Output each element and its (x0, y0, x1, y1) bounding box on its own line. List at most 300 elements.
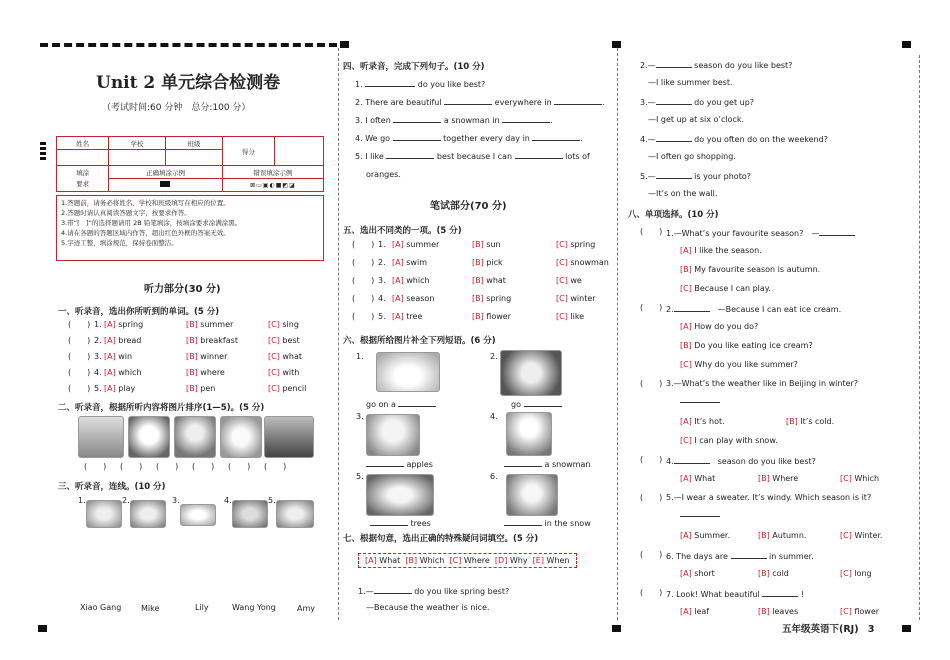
option-b[interactable] (758, 569, 789, 579)
answer-bracket[interactable]: ( ) (68, 368, 91, 377)
answer-blank[interactable] (674, 455, 710, 464)
q4-sentence-4 (355, 132, 583, 144)
item-number: 5. (378, 312, 386, 321)
option-text: long (851, 569, 872, 578)
option-letter: [A] (680, 474, 692, 483)
option-a[interactable] (392, 312, 422, 322)
option-c[interactable] (556, 258, 609, 268)
answer-bracket[interactable]: ( ) (68, 336, 91, 345)
option-b[interactable] (472, 258, 503, 268)
answer-blank[interactable] (532, 132, 580, 141)
letter-e: [E] (532, 556, 544, 565)
written-section-title: 笔试部分(70 分) (430, 201, 507, 212)
listening-section-title: 听力部分(30 分) (144, 284, 221, 295)
q8-stem-text (666, 227, 855, 239)
option-letter: [A] (680, 531, 692, 540)
corner-mark (902, 625, 911, 632)
q7-num: 3.— (640, 98, 656, 107)
option-c[interactable] (840, 569, 872, 579)
option-letter: [C] (268, 352, 280, 361)
option-letter: [A] (680, 417, 692, 426)
q8-stem-text (666, 493, 871, 503)
answer-blank[interactable] (398, 398, 436, 407)
corner-mark (38, 625, 47, 632)
option-a[interactable] (104, 320, 143, 330)
option-b[interactable] (680, 265, 820, 275)
answer-blank[interactable] (370, 517, 408, 526)
correct-fill-label: 正确填涂示例 (109, 166, 223, 179)
option-c[interactable] (268, 320, 299, 330)
answer-bracket[interactable]: ( ) (352, 258, 375, 267)
answer-blank[interactable] (444, 96, 492, 105)
q7-num: 5.— (640, 172, 656, 181)
correct-fill-sample (109, 179, 223, 192)
option-text: what (483, 276, 506, 285)
q7-num: 1.— (358, 587, 374, 596)
option-b[interactable] (758, 607, 798, 617)
item-number: 4. (666, 457, 674, 466)
page-number: 3 (867, 624, 875, 635)
q7-opt: [C] Where (449, 556, 490, 565)
answer-blank[interactable] (656, 59, 692, 68)
answer-bracket[interactable]: ( ) (68, 320, 91, 329)
class-field[interactable] (165, 150, 222, 166)
q7-text: season do you like best? (691, 61, 793, 70)
column-divider (617, 48, 618, 620)
stem-text: The days are (673, 552, 731, 561)
option-letter: [C] (680, 284, 692, 293)
option-a[interactable] (104, 384, 135, 394)
option-b[interactable] (186, 352, 227, 362)
option-letter: [C] (840, 607, 852, 616)
rule-line: 1.答题前，请务必将姓名、学校和班级填写在相应的位置。 (61, 199, 230, 207)
side-mark (40, 142, 46, 160)
stem-text: in summer. (766, 552, 814, 561)
q7-sentence (640, 170, 751, 182)
option-b[interactable] (186, 384, 215, 394)
option-text: I can play with snow. (691, 436, 778, 445)
answer-blank[interactable] (504, 517, 542, 526)
option-text: It’s hot. (691, 417, 725, 426)
q6-picture-6 (506, 474, 558, 516)
q3-picture-5 (276, 500, 314, 528)
option-c[interactable] (556, 294, 596, 304)
answer-bracket[interactable]: ( ) (640, 455, 663, 464)
option-text: short (691, 569, 715, 578)
option-b[interactable] (758, 531, 806, 541)
option-a[interactable] (680, 417, 725, 427)
school-field[interactable] (109, 150, 166, 166)
answer-blank[interactable] (554, 96, 602, 105)
item-number: 3. (378, 276, 386, 285)
item-number: 3. (94, 352, 102, 361)
option-text: winner (197, 352, 228, 361)
option-text: we (567, 276, 582, 285)
q7-num: 2.— (640, 61, 656, 70)
item-number: 5. (94, 384, 102, 393)
option-c[interactable] (840, 531, 883, 541)
answer-bracket[interactable]: ( ) (640, 493, 663, 502)
q8-stem-text (666, 550, 814, 562)
option-a[interactable] (680, 246, 762, 256)
q2-bracket[interactable]: ( ) (84, 462, 107, 471)
item-number: 7. (666, 590, 674, 599)
option-text: spring (567, 240, 596, 249)
answer-bracket[interactable]: ( ) (352, 294, 375, 303)
option-letter: [C] (268, 320, 280, 329)
option-text: breakfast (197, 336, 238, 345)
option-a[interactable] (680, 607, 709, 617)
answer-bracket[interactable]: ( ) (68, 352, 91, 361)
option-a[interactable] (392, 276, 430, 286)
q6-phrase-5 (370, 517, 431, 529)
option-b[interactable] (472, 294, 511, 304)
option-letter: [B] (186, 368, 198, 377)
q2-title: 二、听录音，根据所听内容将图片排序(1—5)。(5 分) (58, 403, 265, 413)
option-text: My favourite season is autumn. (691, 265, 821, 274)
option-letter: [A] (104, 352, 116, 361)
column-divider (338, 48, 339, 620)
option-a[interactable] (392, 240, 439, 250)
q6-text: go (511, 400, 521, 409)
option-b[interactable] (472, 240, 501, 250)
q4-text: We go (365, 134, 391, 143)
option-letter: [B] (472, 258, 484, 267)
option-letter: [A] (680, 607, 692, 616)
q4-text: I often (365, 116, 391, 125)
option-text: swim (403, 258, 427, 267)
answer-blank[interactable] (502, 114, 550, 123)
answer-blank[interactable] (365, 78, 415, 87)
q3-num: 2. (122, 496, 130, 505)
answer-blank[interactable] (366, 458, 404, 467)
option-letter: [A] (680, 246, 692, 255)
stem-text: —What’s your favourite season? — (673, 229, 820, 238)
rule-line: 3.带“[ ]”的选择题请用 2B 铅笔填涂，按填涂要求涂满涂黑。 (61, 219, 242, 228)
q2-picture-5 (264, 416, 314, 458)
answer-blank[interactable] (393, 114, 441, 123)
right-edge-dash (919, 55, 920, 620)
letter-a: [A] (365, 556, 377, 565)
stem-text: ! (798, 590, 804, 599)
letter-c: [C] (449, 556, 462, 565)
q6-picture-2 (500, 350, 562, 396)
option-letter: [B] (186, 352, 198, 361)
stem-text: —What’s the weather like in Beijing in winter? (673, 379, 859, 388)
option-letter: [B] (758, 474, 770, 483)
option-text: It’s cold. (797, 417, 835, 426)
name-label: 姓名 (57, 137, 109, 150)
q7-opt: [D] Why (494, 556, 528, 565)
q4-text: There are beautiful (365, 98, 442, 107)
corner-mark (902, 41, 911, 48)
answer-blank[interactable] (656, 96, 692, 105)
option-c[interactable] (268, 368, 299, 378)
q6-num: 4. (490, 412, 498, 421)
q6-picture-3 (366, 414, 420, 456)
option-text: which (115, 368, 142, 377)
option-a[interactable] (392, 258, 427, 268)
option-letter: [B] (472, 240, 484, 249)
option-a[interactable] (104, 368, 142, 378)
q6-picture-1 (376, 352, 440, 392)
answer-bracket[interactable]: ( ) (352, 312, 375, 321)
q8-stem-text (666, 455, 816, 467)
answer-bracket[interactable]: ( ) (640, 227, 663, 236)
option-letter: [C] (556, 294, 568, 303)
option-b[interactable] (472, 312, 511, 322)
answer-bracket[interactable]: ( ) (640, 303, 663, 312)
option-letter: [A] (392, 258, 404, 267)
item-number: 4. (94, 368, 102, 377)
q2-picture-1 (78, 416, 124, 458)
option-c[interactable] (268, 336, 300, 346)
q6-num: 3. (356, 412, 364, 421)
q5-title: 五、选出不同类的一项。(5 分) (343, 226, 462, 236)
q3-num: 1. (78, 496, 86, 505)
answer-bracket[interactable]: ( ) (640, 588, 663, 597)
q4-sentence-5 (355, 150, 590, 162)
q6-num: 5. (356, 472, 364, 481)
q4-text: I like (365, 152, 384, 161)
option-c[interactable] (268, 352, 302, 362)
q6-phrase-1 (366, 398, 436, 410)
q7-word-box (358, 553, 577, 568)
q3-picture-1 (86, 500, 122, 528)
option-letter: [A] (392, 276, 404, 285)
option-text: which (403, 276, 430, 285)
option-c[interactable] (556, 276, 582, 286)
q2-bracket[interactable]: ( ) (264, 462, 287, 471)
q7-title: 七、根据句意，选出正确的特殊疑问词填空。(5 分) (343, 534, 539, 544)
option-b[interactable] (680, 341, 813, 351)
q4-num: 2. (355, 98, 363, 107)
option-b[interactable] (186, 336, 238, 346)
q4-text: . (550, 116, 553, 125)
q7-opt: [A] What (365, 556, 401, 565)
option-letter: [B] (472, 294, 484, 303)
answer-bracket[interactable]: ( ) (68, 384, 91, 393)
q7-answer: —I get up at six o’clock. (648, 115, 745, 124)
option-b[interactable] (472, 276, 506, 286)
option-text: What (691, 474, 716, 483)
option-text: summer (403, 240, 440, 249)
q4-sentence-1 (355, 78, 485, 90)
q7-text: is your photo? (691, 172, 751, 181)
option-a[interactable] (680, 531, 730, 541)
q7-answer: —I like summer best. (648, 78, 733, 87)
option-c[interactable] (680, 284, 771, 294)
option-text: I like the season. (691, 246, 762, 255)
q3-name: Xiao Gang (80, 603, 122, 612)
answer-bracket[interactable]: ( ) (352, 240, 375, 249)
answer-blank[interactable] (731, 550, 767, 559)
option-letter: [B] (472, 276, 484, 285)
q4-title: 四、听录音，完成下列句子。(10 分) (343, 62, 485, 72)
option-letter: [B] (680, 341, 692, 350)
item-number: 5. (666, 493, 674, 502)
option-text: Why do you like summer? (691, 360, 798, 369)
q3-name: Mike (141, 604, 160, 613)
fill-label-1: 填涂 (76, 169, 90, 178)
footer (782, 621, 874, 635)
option-text: sun (483, 240, 501, 249)
q7-sentence-1 (358, 585, 509, 597)
option-text: spring (115, 320, 144, 329)
option-letter: [C] (268, 368, 280, 377)
option-text: tree (403, 312, 423, 321)
option-c[interactable] (680, 436, 778, 446)
item-number: 3. (666, 379, 674, 388)
option-c[interactable] (680, 360, 798, 370)
q6-text: a snowman (544, 460, 591, 469)
option-text: spring (483, 294, 512, 303)
answer-blank[interactable] (504, 458, 542, 467)
fill-label (57, 166, 109, 192)
stem-text: season do you like best? (709, 457, 816, 466)
q2-picture-2 (128, 416, 170, 458)
q2-bracket[interactable]: ( ) (228, 462, 251, 471)
answer-blank[interactable] (656, 170, 692, 179)
page-title: Unit 2 单元综合检测卷 (96, 73, 281, 93)
option-text: leaf (691, 607, 710, 616)
name-field[interactable] (57, 150, 109, 166)
q8-title: 八、单项选择。(10 分) (628, 210, 719, 220)
q3-picture-2 (130, 500, 166, 528)
option-letter: [B] (186, 384, 198, 393)
q4-sentence-2 (355, 96, 605, 108)
q4-text: . (580, 134, 583, 143)
q4-num: 5. (355, 152, 363, 161)
score-cell[interactable] (275, 137, 324, 166)
option-letter: [B] (472, 312, 484, 321)
q7-answer: —I often go shopping. (648, 152, 736, 161)
corner-mark (612, 625, 621, 632)
option-text: like (567, 312, 585, 321)
q2-bracket[interactable]: ( ) (120, 462, 143, 471)
q7-answer-1: —Because the weather is nice. (366, 603, 490, 612)
option-text: what (279, 352, 303, 361)
item-number: 1. (666, 229, 674, 238)
q4-text: together every day in (443, 134, 530, 143)
option-text: Winter. (851, 531, 883, 540)
q8-stem-text (666, 379, 858, 389)
answer-blank[interactable] (680, 394, 720, 403)
option-a[interactable] (392, 294, 434, 304)
q8-stem-text (666, 588, 804, 600)
class-label: 班级 (165, 137, 222, 150)
answer-blank[interactable] (819, 227, 855, 236)
item-number: 2. (666, 305, 674, 314)
option-text: flower (483, 312, 511, 321)
option-letter: [A] (392, 294, 404, 303)
item-number: 2. (94, 336, 102, 345)
option-letter: [C] (268, 336, 280, 345)
option-letter: [A] (104, 336, 116, 345)
q6-text: in the snow (544, 519, 591, 528)
option-text: summer (197, 320, 234, 329)
option-letter: [C] (556, 276, 568, 285)
option-text: snowman (567, 258, 609, 267)
answer-blank[interactable] (674, 303, 710, 312)
option-text: pencil (279, 384, 307, 393)
answer-bracket[interactable]: ( ) (352, 276, 375, 285)
answer-blank[interactable] (524, 398, 562, 407)
option-a[interactable] (680, 474, 715, 484)
option-a[interactable] (680, 322, 758, 332)
answer-blank[interactable] (762, 588, 798, 597)
q3-num: 5. (268, 496, 276, 505)
q7-text: do you often do on the weekend? (691, 135, 828, 144)
option-letter: [A] (104, 384, 116, 393)
option-c[interactable] (840, 474, 879, 484)
stem-text: —Because I can eat ice cream. (709, 305, 842, 314)
option-letter: [B] (786, 417, 798, 426)
option-text: where (197, 368, 225, 377)
q2-bracket[interactable]: ( ) (192, 462, 215, 471)
stem-text: —I wear a sweater. It’s windy. Which season is it? (673, 493, 872, 502)
option-a[interactable] (680, 569, 715, 579)
option-letter: [B] (680, 265, 692, 274)
letter-b: [B] (405, 556, 418, 565)
option-letter: [A] (392, 312, 404, 321)
answer-bracket[interactable]: ( ) (640, 379, 663, 388)
option-b[interactable] (186, 320, 233, 330)
q4-text: do you like best? (417, 80, 486, 89)
option-text: with (279, 368, 300, 377)
q1-title: 一、听录音，选出你所听到的单词。(5 分) (58, 307, 220, 317)
q3-title: 三、听录音，连线。(10 分) (58, 482, 166, 492)
option-c[interactable] (556, 312, 584, 322)
q7-sentence (640, 133, 828, 145)
option-a[interactable] (104, 336, 141, 346)
option-letter: [B] (186, 336, 198, 345)
answer-blank[interactable] (680, 508, 720, 517)
answer-blank[interactable] (386, 150, 434, 159)
option-c[interactable] (840, 607, 879, 617)
corner-mark (612, 41, 621, 48)
option-b[interactable] (186, 368, 225, 378)
option-b[interactable] (786, 417, 834, 427)
option-letter: [B] (758, 531, 770, 540)
answer-blank[interactable] (393, 132, 441, 141)
answer-bracket[interactable]: ( ) (640, 550, 663, 559)
score-label: 得分 (222, 137, 274, 166)
option-letter: [B] (758, 607, 770, 616)
letter-d: [D] (494, 556, 508, 565)
q3-picture-4 (232, 500, 268, 528)
option-a[interactable] (104, 352, 132, 362)
option-text: Which (851, 474, 880, 483)
q6-phrase-4 (504, 458, 590, 470)
option-c[interactable] (268, 384, 306, 394)
q2-bracket[interactable]: ( ) (156, 462, 179, 471)
q6-text: trees (410, 519, 431, 528)
option-c[interactable] (556, 240, 595, 250)
option-text: cold (769, 569, 789, 578)
option-text: Where (769, 474, 799, 483)
answer-blank[interactable] (515, 150, 563, 159)
top-dash-left (40, 43, 337, 47)
q3-name: Wang Yong (232, 603, 276, 612)
item-number: 2. (378, 258, 386, 267)
option-text: flower (851, 607, 880, 616)
option-b[interactable] (758, 474, 798, 484)
answer-blank[interactable] (656, 133, 692, 142)
q6-text: go on a (366, 400, 396, 409)
q7-text: do you like spring best? (414, 587, 510, 596)
answer-blank[interactable] (374, 585, 412, 594)
